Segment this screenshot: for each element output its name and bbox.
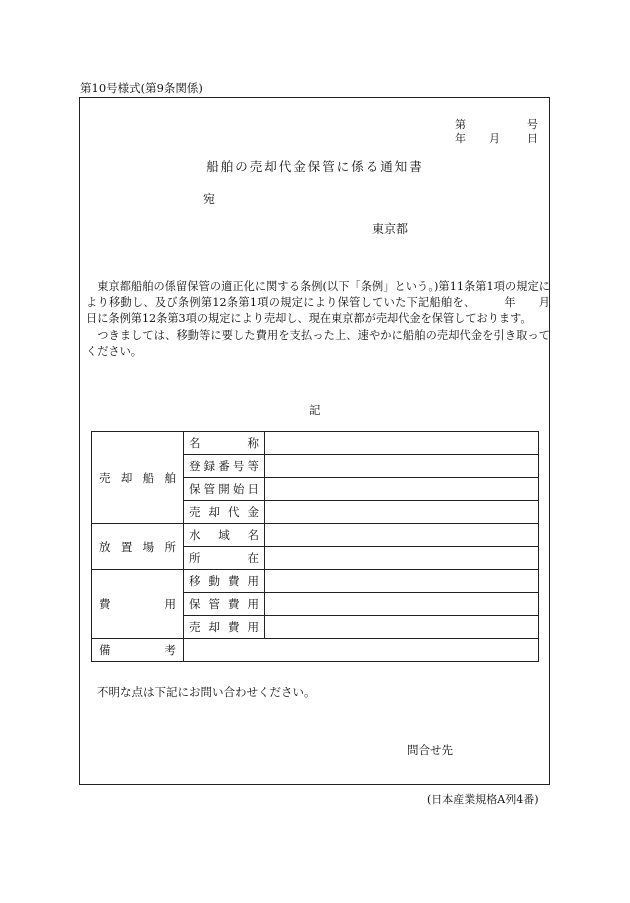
remarks-value	[184, 639, 539, 662]
label-char: 称	[247, 436, 259, 450]
inquiry-note: 不明な点は下記にお問い合わせください。	[97, 685, 316, 699]
label-char: 費	[228, 597, 240, 611]
item-cell	[184, 432, 265, 455]
registration-number-value	[265, 455, 539, 478]
label-char: 域	[218, 528, 230, 542]
label-char: 日	[247, 482, 259, 496]
label-char: 始	[232, 482, 245, 496]
label-char: 費	[228, 620, 240, 634]
date-day: 日	[527, 132, 538, 145]
number-suffix: 号	[527, 118, 538, 131]
label-char: 費	[99, 597, 111, 611]
vessel-group-cell	[92, 432, 184, 524]
water-area-value	[265, 524, 539, 547]
label-char: 開	[218, 482, 230, 496]
addressee: 宛	[203, 192, 216, 206]
notice-body	[86, 279, 573, 360]
document-title: 船舶の売却代金保管に係る通知書	[206, 159, 424, 174]
label-char: 在	[247, 551, 259, 565]
label-char: 水	[189, 528, 201, 542]
label-char: 保	[189, 597, 201, 611]
label-char: 用	[247, 574, 259, 588]
remarks-label	[99, 642, 176, 658]
label-char: 動	[208, 574, 220, 588]
cost-group-cell	[92, 570, 184, 639]
label-char: 売	[99, 470, 111, 485]
label-char: 所	[189, 551, 201, 565]
label-char: 所	[164, 539, 176, 554]
label-char: 保	[189, 482, 201, 496]
label-char: 売	[189, 505, 201, 519]
item-cell	[184, 547, 265, 570]
sale-proceeds-label	[189, 504, 259, 520]
label-char: 移	[189, 574, 201, 588]
table-row	[92, 432, 539, 455]
label-char: 置	[120, 539, 133, 554]
label-char: 売	[189, 620, 201, 634]
ki-heading: 記	[309, 403, 321, 417]
label-char: 放	[99, 539, 111, 554]
vessel-group-label	[99, 470, 176, 486]
date-year: 年	[455, 132, 466, 145]
storage-cost-value	[265, 593, 539, 616]
date-month: 月	[489, 132, 500, 145]
location-group-cell	[92, 524, 184, 570]
moving-cost-label	[189, 573, 259, 589]
label-char: 番	[218, 459, 230, 473]
label-char: 等	[247, 459, 259, 473]
label-char: 備	[99, 643, 111, 657]
label-char: 管	[203, 482, 216, 496]
label-char: 登	[189, 459, 201, 473]
label-char: 名	[247, 528, 259, 542]
body-paragraph-2: つきましては、移動等に要した費用を支払った上、速やかに船舶の売却代金を引き取ってください。	[86, 328, 550, 358]
body-paragraph-1: 東京都船舶の係留保管の適正化に関する条例(以下「条例」という。)第11条第1項の規定により移動し、及び条例第12条第1項の規定により保管していた下記船舶を、 年 月 日に条例第12条第3項の規定により売却し、現在東京都が売却代金を保管しております。	[86, 280, 573, 326]
table-row	[92, 524, 539, 547]
vessel-table	[91, 431, 539, 662]
label-char: 費	[228, 574, 240, 588]
label-char: 管	[208, 597, 220, 611]
cost-group-label	[99, 596, 176, 612]
vessel-name-value	[265, 432, 539, 455]
label-char: 代	[228, 505, 240, 519]
sale-cost-value	[265, 616, 539, 639]
label-char: 録	[203, 459, 216, 473]
storage-start-label	[189, 481, 259, 497]
label-char: 用	[164, 597, 176, 611]
item-cell	[184, 524, 265, 547]
label-char: 舶	[164, 470, 176, 485]
label-char: 号	[232, 459, 245, 473]
table-row	[92, 639, 539, 662]
form-label: 第10号様式(第9条関係)	[80, 81, 203, 95]
contact-label: 問合せ先	[407, 743, 453, 757]
label-char: 却	[208, 620, 220, 634]
item-cell	[184, 616, 265, 639]
label-char: 却	[208, 505, 220, 519]
address-value	[265, 547, 539, 570]
location-group-label	[99, 539, 176, 555]
water-area-label	[189, 527, 259, 543]
item-cell	[184, 455, 265, 478]
label-char: 名	[189, 436, 201, 450]
item-cell	[184, 593, 265, 616]
item-cell	[184, 478, 265, 501]
vessel-name-label	[189, 435, 259, 451]
sale-cost-label	[189, 619, 259, 635]
label-char: 船	[142, 470, 155, 485]
item-cell	[184, 501, 265, 524]
label-char: 場	[142, 539, 155, 554]
number-prefix: 第	[455, 118, 466, 131]
storage-start-value	[265, 478, 539, 501]
moving-cost-value	[265, 570, 539, 593]
remarks-cell	[92, 639, 184, 662]
sender: 東京都	[372, 222, 409, 236]
label-char: 用	[247, 620, 259, 634]
jis-size-note: (日本産業規格A列4番)	[427, 793, 539, 806]
label-char: 却	[120, 470, 133, 485]
storage-cost-label	[189, 596, 259, 612]
label-char: 考	[164, 643, 176, 657]
label-char: 金	[247, 505, 259, 519]
address-label	[189, 550, 259, 566]
table-row	[92, 570, 539, 593]
label-char: 用	[247, 597, 259, 611]
sale-proceeds-value	[265, 501, 539, 524]
item-cell	[184, 570, 265, 593]
registration-number-label	[189, 458, 259, 474]
